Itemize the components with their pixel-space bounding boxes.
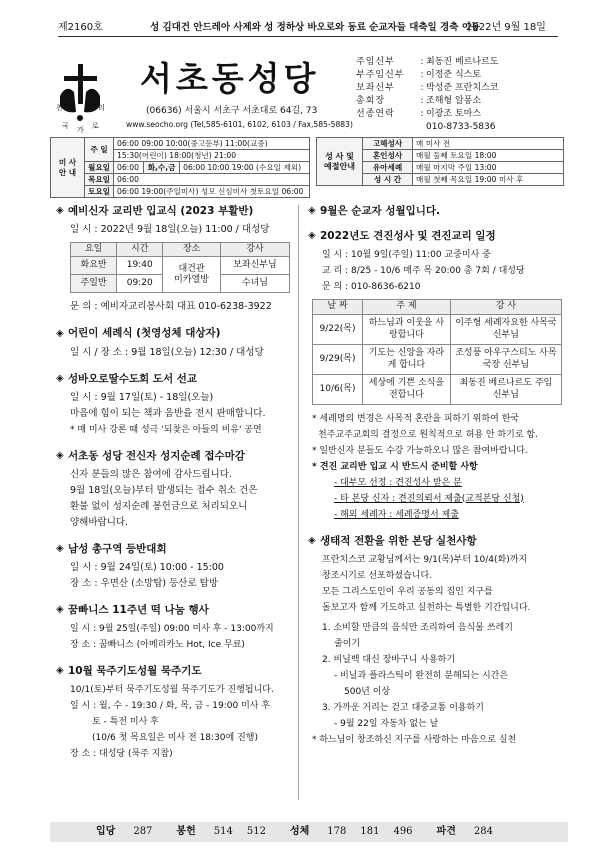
table-cell: 하느님과 이웃을 사랑합니다 [363,314,451,344]
mass-day: 토요일 [85,186,114,198]
issue-number: 제2160호 [58,22,103,33]
staff-name: 최동진 베르나르도 [426,56,499,67]
logo-char-5: 가 [77,126,84,134]
mass-day: 목요일 [85,174,114,186]
table-header: 시간 [117,243,163,257]
info-line: * 하느님이 창조하신 지구를 사랑하는 마음으로 실천 [312,734,517,745]
info-line: * 견진 교리반 입교 시 반드시 준비할 사항 [312,461,478,472]
table-cell: 최동진 베르나르도 주임 신부님 [450,374,561,404]
dismissal-label: 파견 [436,825,456,837]
table-cell: 이주형 세례자요한 사목국 신부님 [450,314,561,344]
info-line: - 대부모 선정 : 견진성사 받은 분 [334,477,462,488]
mass-times: 06:00 09:00 10:00(중고등부) 11:00(교중) [114,138,310,150]
church-logo [52,62,108,134]
info-line: 신자 분들의 많은 참여에 감사드립니다. [70,468,232,480]
staff-role: 총회장 [356,95,386,106]
section-title: 10월 묵주기도성월 묵주기도 [68,665,202,677]
staff-role: 선종연락 [356,108,395,119]
info-line: 일 시 : 9월 17일(토) - 18일(오늘) [70,391,214,403]
left-column [56,205,294,774]
table-cell: 19:40 [117,257,163,275]
table-cell: 보좌신부님 [220,257,289,275]
diamond-bullet-icon: ◈ [56,205,64,217]
info-line: 500년 이상 [344,686,391,697]
dismissal-value: 284 [473,825,493,837]
sacrament-name: 성 시 간 [363,174,413,186]
mass-day: 월요일 [85,162,114,174]
info-line: 일 시 / 장 소 : 9월 18일(오늘) 12:30 / 대성당 [70,346,264,358]
table-cell: 화요반 [71,257,117,275]
sacrament-detail: 매월 둘째 토요일 18:00 [413,150,564,162]
mass-schedule-header: 미 사 안 내 [51,138,85,198]
staff-name: 이정준 식스토 [426,69,482,80]
table-cell: 9/29(목) [313,344,363,374]
staff-role: 보좌신부 [356,82,395,93]
attendance-label: 입당 [96,825,116,837]
section-title: 생태적 전환을 위한 본당 실천사항 [320,534,477,547]
info-line: 환불 없이 성지순례 봉헌금으로 처리되오니 [70,500,248,512]
table-cell: 세상에 기쁜 소식을 전합니다 [363,374,451,404]
bulletin-date: 2022년 9월 18일 [466,22,546,33]
diamond-bullet-icon: ◈ [56,327,64,339]
section-title: 남성 총구역 등반대회 [68,542,167,555]
logo-char-3: 국 [62,122,69,130]
rice-cake-section [56,604,294,653]
confirmation-section [308,230,566,522]
hiking-section [56,543,294,592]
communion-value: 496 [393,825,413,837]
info-line: * 일반신자 분들도 수강 가능하오니 많은 참여바랍니다. [312,445,528,456]
staff-role: 주임신부 [356,56,395,67]
church-name: 서초동성당 [140,59,320,98]
table-cell: 조성풍 아우구스티노 사목국장 신부님 [450,344,561,374]
diamond-bullet-icon: ◈ [308,230,316,242]
sacraments-table [316,137,564,186]
info-line: 돌보고자 함께 기도하고 실천하는 특별한 기간입니다. [322,602,531,613]
info-line: 교 리 : 8/25 - 10/6 매주 목 20:00 총 7회 / 대성당 [322,266,525,277]
info-line: 일 시 : 9월 25일(주일) 09:00 미사 후 - 13:00까지 [70,624,274,634]
table-header: 날 짜 [313,300,363,314]
info-line: 일 시 : 9월 24일(토) 10:00 - 15:00 [70,561,224,573]
logo-char-1: 천 [56,104,63,112]
section-title: 성바오로딸수도회 도서 선교 [68,372,198,385]
diamond-bullet-icon: ◈ [56,372,64,384]
info-line: 줄이기 [334,638,361,649]
offering-label: 봉헌 [176,825,196,837]
place-line: 대건관 [178,263,205,274]
table-header: 주 제 [363,300,451,314]
table-cell: 09:20 [117,275,163,293]
diamond-bullet-icon: ◈ [308,205,316,217]
staff-role: 부주임신부 [356,69,405,80]
class-table [70,242,290,293]
feast-title: 성 김대건 안드레아 사제와 성 정하상 바오로와 동료 순교자들 대축일 경축 이동 [150,22,481,33]
table-cell [163,257,221,293]
staff-row [356,121,566,134]
mass-times: 06:00 [114,174,310,186]
sacrament-name: 혼인성사 [363,150,413,162]
sacraments-header: 성 사 및 예절안내 [317,138,363,186]
sacrament-detail: 매월 첫째 목요일 19:00 미사 후 [413,174,564,186]
staff-list [356,56,566,134]
info-line: (10/6 첫 목요일은 미사 전 18:30에 진행) [92,733,258,744]
section-title: 서초동 성당 전신자 성지순례 접수마감 [68,449,245,462]
mass-schedule-table [50,137,310,198]
staff-phone: 010-8733-5836 [426,121,496,132]
mass-day: 주 일 [85,138,114,162]
info-line: - 해외 세례자 : 세례증명서 제출 [334,509,459,520]
sacrament-name: 고해성사 [363,138,413,150]
diamond-bullet-icon: ◈ [56,543,64,555]
statistics-footer [50,822,568,842]
right-column [308,205,566,760]
info-line: 1. 소비할 만큼의 음식만 조리하여 음식물 쓰레기 [322,622,513,633]
diamond-bullet-icon: ◈ [56,449,64,461]
sacrament-name: 유아세례 [363,162,413,174]
info-line: 문 의 : 예비자교리봉사회 대표 010-6238-3922 [70,301,272,313]
logo-char-2: 리 [98,104,105,112]
info-line: 토 - 특전 미사 후 [92,717,159,728]
staff-row: 보좌신부 : 박성준 프란치스코 [356,82,566,95]
header-rule [58,36,558,37]
diamond-bullet-icon: ◈ [56,604,64,616]
info-line: 문 의 : 010-8636-6210 [322,282,421,293]
communion-value: 181 [360,825,380,837]
table-cell: 수녀님 [220,275,289,293]
diamond-bullet-icon: ◈ [56,665,64,677]
offering-value: 514 [213,825,233,837]
section-title: 9월은 순교자 성월입니다. [320,205,441,217]
info-line: * 매 미사 강론 때 성극 '되찾은 아들의 비유' 공연 [70,424,262,435]
sacrament-detail: 매 미사 전 [413,138,564,150]
column-divider [298,205,299,800]
mass-day: 화,수,금 [144,162,180,174]
pilgrimage-section [56,450,294,531]
info-line: 모든 그리스도인이 우리 공동의 집인 지구를 [322,586,493,597]
staff-name: 이광조 토마스 [426,108,482,119]
staff-name: 조해형 알퐁소 [426,95,482,106]
info-line: - 비닐과 플라스틱이 완전히 분해되는 시간은 [334,670,509,681]
section-title: 2022년도 견진성사 및 견진교리 일정 [320,230,496,243]
confirmation-table [312,299,562,404]
table-cell: 10/6(목) [313,374,363,404]
mass-times: 15:30(어린이) 18:00(청년) 21:00 [114,150,310,162]
info-line: 프란치스코 교황님께서는 9/1(목)부터 10/4(화)까지 [322,554,528,565]
info-line: 일 시 : 10월 9일(주일) 11:00 교중미사 중 [322,250,491,261]
info-line: 일 시 : 월, 수 - 19:30 / 화, 목, 금 - 19:00 미사 후 [70,701,271,712]
section-title: 꿈빠니스 11주년 떡 나눔 행사 [68,603,209,616]
info-line: 천주교주교회의 결정으로 원칙적으로 허용 안 하기로 함. [318,429,538,440]
staff-name: 박성준 프란치스코 [426,82,499,93]
church-address: (06636) 서울시 서초구 서초대로 64길, 73 [146,106,318,116]
offering-value: 512 [246,825,266,837]
table-cell: 기도는 신앙을 자라게 합니다 [363,344,451,374]
section-title: 예비신자 교리반 입교식 (2023 부활반) [68,205,254,217]
diamond-bullet-icon: ◈ [308,534,316,546]
mass-times: 06:00 19:00(주일미사) 성모 신심미사 첫토요일 06:00 [114,186,310,198]
table-header: 강사 [220,243,289,257]
info-line: 마음에 힘이 되는 책과 음반을 전시 판매합니다. [70,407,266,419]
info-line: * 세례명의 변경은 사목적 혼란을 피하기 위하여 한국 [312,413,520,424]
info-line: 2. 비닐백 대신 장바구니 사용하기 [322,654,456,665]
info-line: 창조시기로 선포하셨습니다. [322,570,433,581]
table-cell: 주일반 [71,275,117,293]
mass-times: 06:00 10:00 19:00 (수요일 제외) [180,162,310,174]
martyrs-month-section [308,205,566,218]
communion-label: 성체 [289,825,310,837]
info-line: 3. 가까운 거리는 걷고 대중교통 이용하기 [322,702,484,713]
infant-baptism-section [56,327,294,360]
info-line: 9월 18일(오늘)부터 발생되는 접수 취소 건은 [70,484,258,496]
attendance-value: 287 [133,825,153,837]
info-line: - 타 본당 신자 : 견진의뢰서 제출(교적본당 신청) [334,493,524,504]
section-title: 어린이 세례식 (첫영성체 대상자) [68,327,221,340]
info-line: 10/1(토)부터 묵주기도성월 묵주기도가 진행됩니다. [70,685,274,696]
staff-row: 총회장 : 조해형 알퐁소 [356,95,566,108]
ecology-section [308,535,566,748]
table-header: 요일 [71,243,117,257]
church-web-contact: www.seocho.org (Tel,585-6101, 6102, 6103 / Fax,585-5883) [126,120,353,129]
logo-char-4: 로 [92,122,99,130]
table-header: 강 사 [450,300,561,314]
info-line: 장 소 : 꿈빠니스 (아메리카노 Hot, Ice 무료) [70,640,245,650]
catechumen-section [56,205,294,315]
book-mission-section [56,373,294,438]
info-line: 장 소 : 우면산 (소망탑) 등산로 탐방 [70,577,219,589]
sacrament-detail: 매월 마지막 주일 13:00 [413,162,564,174]
staff-row: 선종연락 : 이광조 토마스 [356,108,566,121]
mass-times: 06:00 [114,162,144,174]
table-cell: 9/22(목) [313,314,363,344]
info-line: 양해바랍니다. [70,516,129,528]
info-line: 장 소 : 대성당 (묵주 지참) [70,749,173,760]
communion-value: 178 [327,825,347,837]
info-line: - 9월 22일 자동차 없는 날 [334,718,439,729]
staff-row: 부주임신부 : 이정준 식스토 [356,69,566,82]
staff-row: 주임신부 : 최동진 베르나르도 [356,56,566,69]
table-header: 장소 [163,243,221,257]
rosary-section [56,665,294,762]
info-line: 일 시 : 2022년 9월 18일(오늘) 11:00 / 대성당 [70,224,270,236]
place-line: 미카엘방 [174,274,209,285]
